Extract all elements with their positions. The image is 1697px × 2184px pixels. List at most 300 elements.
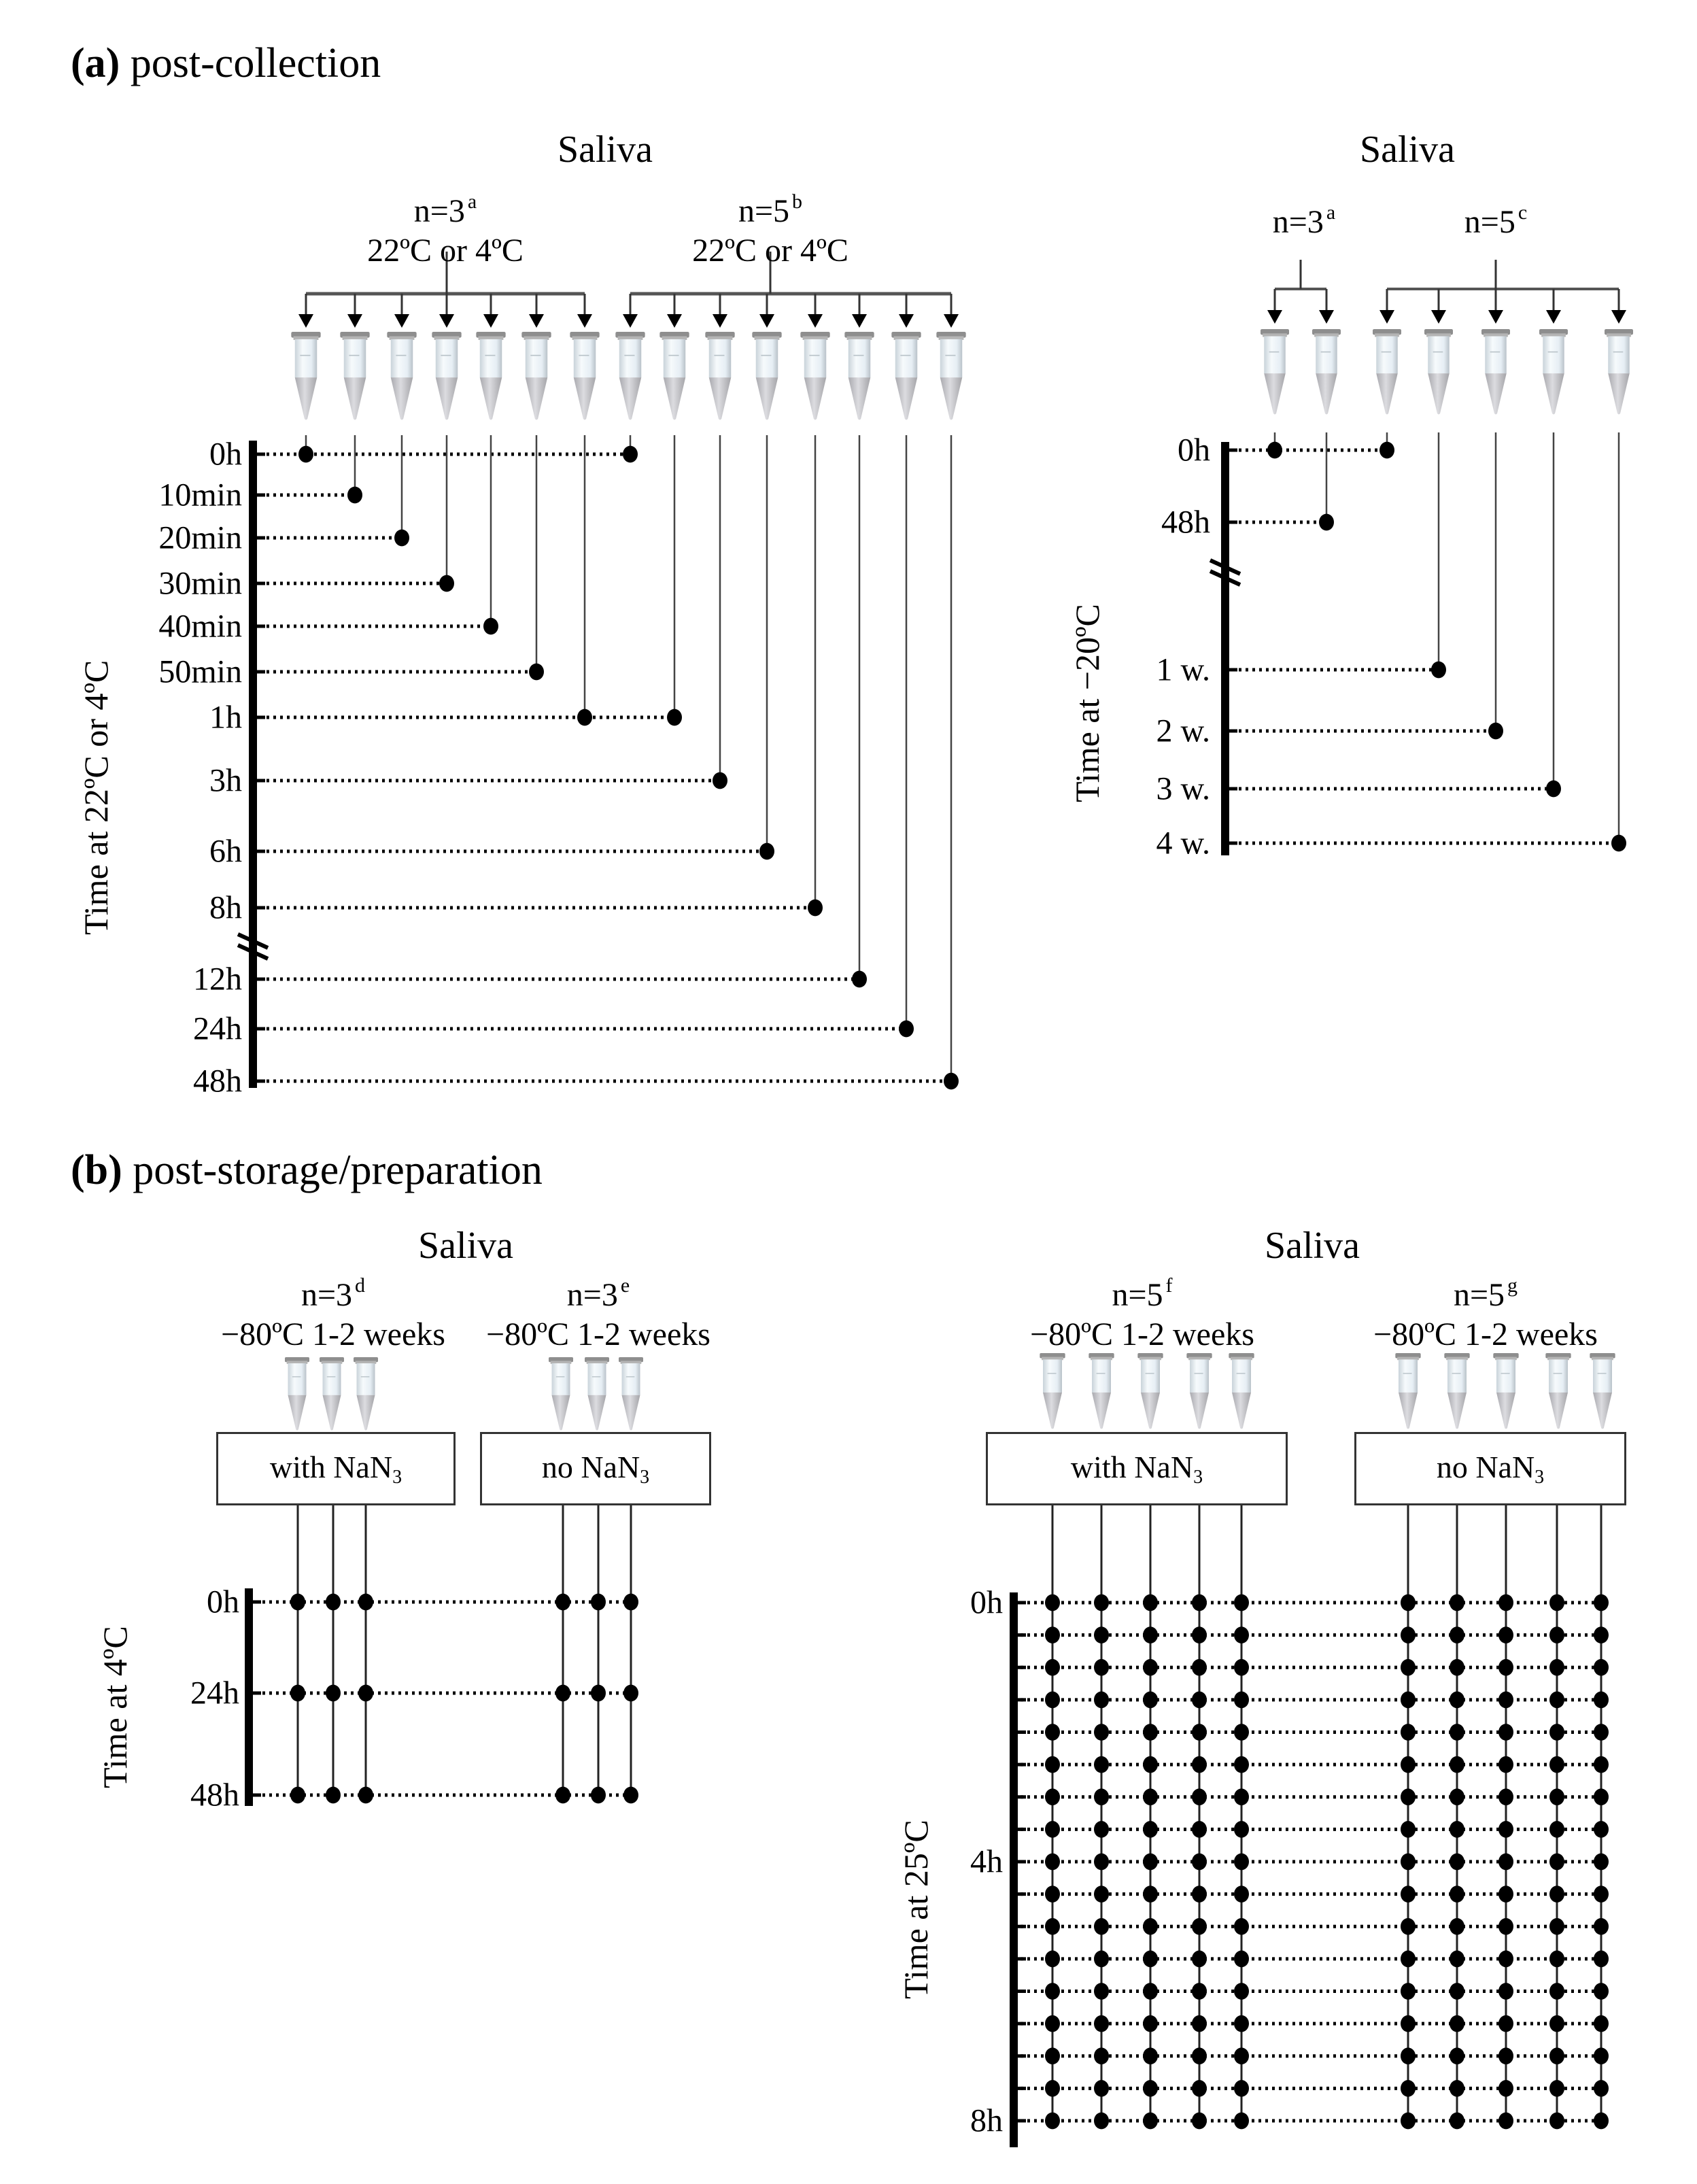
sample-dot — [1192, 2015, 1207, 2032]
sample-dot — [1549, 1951, 1564, 1968]
sample-dot — [667, 709, 682, 726]
panel-b-left-group-1-label — [221, 1266, 445, 1354]
sample-dot — [1498, 1626, 1513, 1643]
panel-b-letter: (b) — [71, 1147, 122, 1193]
sample-dot — [1450, 1821, 1464, 1838]
panel-b-left-group-2-label — [486, 1266, 710, 1354]
sample-dot — [1143, 2113, 1158, 2130]
sample-dot — [591, 1787, 606, 1804]
tick-label: 4 w. — [1156, 825, 1210, 861]
tick-label: 24h — [193, 1010, 242, 1047]
sample-dot — [1143, 2015, 1158, 2032]
tick-label: 48h — [190, 1777, 239, 1813]
sample-dot — [358, 1787, 373, 1804]
treatment-box-no-nan3 — [1354, 1432, 1626, 1505]
sample-dot — [1192, 1886, 1207, 1903]
sample-dot — [1234, 1724, 1249, 1741]
sample-dot — [1546, 781, 1561, 798]
sample-dot — [1192, 1724, 1207, 1741]
sample-dot — [591, 1594, 606, 1611]
sample-dot — [1045, 1854, 1060, 1871]
sample-dot — [290, 1594, 305, 1611]
arrow-down-icon — [667, 314, 682, 328]
sample-dot — [1401, 1886, 1416, 1903]
microtube-icon — [570, 332, 599, 420]
sample-dot — [1549, 1724, 1564, 1741]
sample-dot — [1234, 1918, 1249, 1935]
sample-dot — [1143, 1594, 1158, 1611]
tick-label: 0h — [970, 1584, 1003, 1621]
sample-dot — [1045, 2015, 1060, 2032]
tick-label: 48h — [193, 1063, 242, 1099]
panel-b-title — [71, 1146, 543, 1195]
sample-dot — [1450, 1983, 1464, 2000]
microtube-icon — [387, 332, 416, 420]
sample-dot — [1594, 1626, 1609, 1643]
subscript: 3 — [640, 1467, 650, 1488]
sample-dot — [1143, 1918, 1158, 1935]
treatment-box-no-nan3 — [480, 1432, 711, 1505]
sample-dot — [298, 446, 313, 463]
sample-dot — [1143, 1692, 1158, 1709]
arrow-down-icon — [808, 314, 823, 328]
tick-label: 0h — [209, 436, 242, 473]
treatment-text: no NaN — [1436, 1450, 1535, 1484]
panel-a-right-saliva-label: Saliva — [1360, 129, 1455, 171]
group-footnote: a — [467, 190, 477, 213]
sample-dot — [1379, 442, 1394, 459]
microtube-icon — [619, 1357, 643, 1431]
microtube-icon — [752, 332, 781, 420]
sample-dot — [1401, 2113, 1416, 2130]
sample-dot — [1045, 1918, 1060, 1935]
sample-dot — [1234, 1983, 1249, 2000]
sample-dot — [1549, 1886, 1564, 1903]
microtube-icon — [1089, 1353, 1114, 1429]
microtube-icon — [1605, 329, 1633, 414]
sample-dot — [1045, 1692, 1060, 1709]
sample-dot — [623, 1685, 638, 1702]
group-condition: 22ºC or 4ºC — [367, 233, 524, 269]
sample-dot — [1192, 1983, 1207, 2000]
microtube-icon — [1395, 1353, 1420, 1429]
sample-dot — [1450, 2047, 1464, 2064]
panel-b-left-axis-title: Time at 4ºC — [96, 1626, 134, 1788]
tick-label: 3 w. — [1156, 770, 1210, 807]
sample-dot — [1143, 1821, 1158, 1838]
sample-dot — [1143, 1626, 1158, 1643]
group-condition: −80ºC 1-2 weeks — [486, 1316, 710, 1352]
sample-dot — [439, 575, 454, 592]
group-condition: −80ºC 1-2 weeks — [221, 1316, 445, 1352]
sample-dot — [1192, 1594, 1207, 1611]
group-footnote: c — [1518, 201, 1528, 224]
microtube-icon — [891, 332, 921, 420]
arrow-down-icon — [1379, 310, 1394, 324]
sample-dot — [1192, 1821, 1207, 1838]
sample-dot — [1234, 2047, 1249, 2064]
treatment-box-label — [1437, 1449, 1544, 1488]
sample-dot — [1498, 2047, 1513, 2064]
sample-dot — [1234, 2080, 1249, 2097]
sample-dot — [555, 1685, 570, 1702]
sample-dot — [1450, 1854, 1464, 1871]
sample-dot — [1594, 1886, 1609, 1903]
panel-a-letter: (a) — [71, 40, 120, 86]
sample-dot — [1094, 1918, 1109, 1935]
sample-dot — [1594, 1788, 1609, 1805]
tick-label: 10min — [158, 477, 242, 513]
group-n: n=5 — [1453, 1277, 1505, 1313]
treatment-text: with NaN — [1070, 1450, 1194, 1484]
sample-dot — [1234, 1692, 1249, 1709]
sample-dot — [1401, 1756, 1416, 1773]
sample-dot — [1498, 1659, 1513, 1676]
subscript: 3 — [392, 1467, 402, 1488]
sample-dot — [944, 1073, 959, 1090]
tick-label: 20min — [158, 519, 242, 556]
arrow-down-icon — [298, 314, 313, 328]
arrow-down-icon — [439, 314, 454, 328]
sample-dot — [1045, 1626, 1060, 1643]
sample-dot — [1045, 2047, 1060, 2064]
sample-dot — [1192, 1951, 1207, 1968]
sample-dot — [1401, 2047, 1416, 2064]
sample-dot — [1401, 1724, 1416, 1741]
sample-dot — [1143, 2047, 1158, 2064]
microtube-icon — [1424, 329, 1453, 414]
sample-dot — [1094, 2047, 1109, 2064]
arrow-down-icon — [577, 314, 592, 328]
sample-dot — [1594, 1983, 1609, 2000]
panel-b-right-saliva-label: Saliva — [1265, 1225, 1360, 1267]
sample-dot — [1143, 1659, 1158, 1676]
sample-dot — [1045, 1886, 1060, 1903]
microtube-icon — [1539, 329, 1568, 414]
panel-a-right-axis-title: Time at −20ºC — [1068, 604, 1106, 802]
sample-dot — [1143, 1951, 1158, 1968]
arrow-down-icon — [1546, 310, 1561, 324]
sample-dot — [1594, 1692, 1609, 1709]
tick-label: 50min — [158, 653, 242, 690]
sample-dot — [1594, 1756, 1609, 1773]
sample-dot — [1450, 1756, 1464, 1773]
group-footnote: d — [355, 1274, 366, 1297]
microtube-icon — [1545, 1353, 1571, 1429]
sample-dot — [1143, 1886, 1158, 1903]
sample-dot — [555, 1787, 570, 1804]
sample-dot — [1401, 1659, 1416, 1676]
microtube-icon — [1590, 1353, 1615, 1429]
sample-dot — [1094, 1886, 1109, 1903]
group-n: n=3 — [1272, 204, 1324, 240]
sample-dot — [1498, 2113, 1513, 2130]
sample-dot — [1401, 1983, 1416, 2000]
microtube-icon — [1312, 329, 1341, 414]
arrow-down-icon — [1267, 310, 1282, 324]
sample-dot — [1549, 2015, 1564, 2032]
tick-label: 40min — [158, 608, 242, 645]
sample-dot — [1234, 1821, 1249, 1838]
sample-dot — [1498, 2015, 1513, 2032]
sample-dot — [1234, 1854, 1249, 1871]
sample-dot — [1094, 1724, 1109, 1741]
arrow-down-icon — [623, 314, 638, 328]
sample-dot — [623, 1787, 638, 1804]
sample-dot — [1234, 2113, 1249, 2130]
sample-dot — [1094, 1821, 1109, 1838]
group-n: n=5 — [1464, 204, 1515, 240]
sample-dot — [1094, 1659, 1109, 1676]
sample-dot — [1498, 1821, 1513, 1838]
treatment-box-label — [270, 1449, 402, 1488]
sample-dot — [1094, 2113, 1109, 2130]
arrow-down-icon — [899, 314, 914, 328]
microtube-icon — [476, 332, 505, 420]
sample-dot — [1498, 1788, 1513, 1805]
sample-dot — [591, 1685, 606, 1702]
panel-a-title-text: post-collection — [120, 40, 381, 86]
panel-b-right-group-1-label — [1030, 1266, 1254, 1354]
sample-dot — [1450, 1659, 1464, 1676]
microtube-icon — [1493, 1353, 1518, 1429]
microtube-icon — [1229, 1353, 1254, 1429]
sample-dot — [1045, 1659, 1060, 1676]
sample-dot — [1192, 1692, 1207, 1709]
sample-dot — [1594, 1821, 1609, 1838]
sample-dot — [759, 843, 774, 860]
sample-dot — [1549, 1659, 1564, 1676]
tick-label: 1h — [209, 699, 242, 736]
sample-dot — [1549, 1692, 1564, 1709]
sample-dot — [326, 1787, 341, 1804]
sample-dot — [1401, 1918, 1416, 1935]
sample-dot — [1045, 1756, 1060, 1773]
sample-dot — [1401, 2015, 1416, 2032]
sample-dot — [899, 1021, 914, 1038]
sample-dot — [1450, 2080, 1464, 2097]
group-n: n=5 — [1112, 1277, 1163, 1313]
panel-a-right-group-2-label — [1464, 193, 1527, 242]
microtube-icon — [1186, 1353, 1212, 1429]
sample-dot — [1192, 1626, 1207, 1643]
sample-dot — [1192, 1659, 1207, 1676]
sample-dot — [1094, 1788, 1109, 1805]
sample-dot — [290, 1787, 305, 1804]
group-n: n=5 — [738, 193, 790, 229]
arrow-down-icon — [347, 314, 362, 328]
sample-dot — [1498, 1951, 1513, 1968]
sample-dot — [1143, 1788, 1158, 1805]
sample-dot — [1498, 1983, 1513, 2000]
microtube-icon — [936, 332, 965, 420]
sample-dot — [1594, 1724, 1609, 1741]
panel-a-left-axis-title: Time at 22ºC or 4ºC — [77, 660, 115, 935]
sample-dot — [1319, 514, 1334, 531]
microtube-icon — [1137, 1353, 1163, 1429]
arrow-down-icon — [529, 314, 544, 328]
sample-dot — [1549, 1854, 1564, 1871]
sample-dot — [326, 1594, 341, 1611]
microtube-icon — [705, 332, 734, 420]
sample-dot — [1450, 1692, 1464, 1709]
sample-dot — [1094, 1951, 1109, 1968]
treatment-text: no NaN — [541, 1450, 640, 1484]
sample-dot — [1549, 1983, 1564, 2000]
sample-dot — [1094, 1594, 1109, 1611]
arrow-down-icon — [759, 314, 774, 328]
sample-dot — [358, 1594, 373, 1611]
treatment-box-label — [542, 1449, 649, 1488]
sample-dot — [555, 1594, 570, 1611]
arrow-down-icon — [1431, 310, 1446, 324]
sample-dot — [1094, 1983, 1109, 2000]
tick-label: 6h — [209, 833, 242, 870]
group-condition: −80ºC 1-2 weeks — [1030, 1316, 1254, 1352]
sample-dot — [1234, 1756, 1249, 1773]
microtube-icon — [1261, 329, 1289, 414]
group-condition: −80ºC 1-2 weeks — [1373, 1316, 1598, 1352]
microtube-icon — [285, 1357, 309, 1431]
microtube-icon — [340, 332, 369, 420]
sample-dot — [483, 618, 498, 635]
sample-dot — [1549, 1626, 1564, 1643]
panel-b-left-saliva-label: Saliva — [418, 1225, 513, 1267]
group-condition: 22ºC or 4ºC — [692, 233, 848, 269]
sample-dot — [1549, 1788, 1564, 1805]
panel-a-left-saliva-label: Saliva — [558, 129, 653, 171]
microtube-icon — [291, 332, 320, 420]
sample-dot — [347, 487, 362, 504]
panel-b-title-text: post-storage/preparation — [122, 1147, 543, 1193]
sample-dot — [1192, 2047, 1207, 2064]
sample-dot — [1192, 1756, 1207, 1773]
sample-dot — [1594, 1951, 1609, 1968]
sample-dot — [1498, 1724, 1513, 1741]
sample-dot — [290, 1685, 305, 1702]
sample-dot — [1450, 1724, 1464, 1741]
treatment-box-with-nan3 — [216, 1432, 456, 1505]
sample-dot — [1094, 1626, 1109, 1643]
sample-dot — [1498, 2080, 1513, 2097]
arrow-down-icon — [1611, 310, 1626, 324]
subscript: 3 — [1535, 1467, 1545, 1488]
sample-dot — [1611, 835, 1626, 852]
sample-dot — [1401, 2080, 1416, 2097]
panel-a-right-group-1-label — [1273, 193, 1335, 242]
group-n: n=3 — [566, 1277, 618, 1313]
arrow-down-icon — [944, 314, 959, 328]
sample-dot — [1234, 1626, 1249, 1643]
tick-label: 30min — [158, 565, 242, 602]
sample-dot — [1450, 2113, 1464, 2130]
arrow-down-icon — [1488, 310, 1503, 324]
sample-dot — [1094, 1854, 1109, 1871]
microtube-icon — [1481, 329, 1510, 414]
sample-dot — [1549, 1594, 1564, 1611]
microtube-icon — [1444, 1353, 1469, 1429]
sample-dot — [1594, 1659, 1609, 1676]
sample-dot — [1401, 1594, 1416, 1611]
sample-dot — [1450, 1626, 1464, 1643]
sample-dot — [1498, 1918, 1513, 1935]
panel-b-right-axis-title: Time at 25ºC — [897, 1820, 935, 1999]
microtube-icon — [800, 332, 829, 420]
sample-dot — [1143, 2080, 1158, 2097]
sample-dot — [1143, 1983, 1158, 2000]
tick-label: 12h — [193, 961, 242, 997]
tick-label: 2 w. — [1156, 713, 1210, 749]
sample-dot — [713, 772, 727, 789]
tick-label: 4h — [970, 1843, 1003, 1880]
arrow-down-icon — [394, 314, 409, 328]
sample-dot — [1594, 1854, 1609, 1871]
sample-dot — [1045, 1788, 1060, 1805]
sample-dot — [1498, 1692, 1513, 1709]
sample-dot — [358, 1685, 373, 1702]
sample-dot — [1401, 1626, 1416, 1643]
sample-dot — [1594, 2015, 1609, 2032]
sample-dot — [1498, 1756, 1513, 1773]
microtube-icon — [615, 332, 645, 420]
sample-dot — [1192, 2113, 1207, 2130]
panel-a-title — [71, 39, 381, 88]
sample-dot — [1234, 2015, 1249, 2032]
sample-dot — [394, 530, 409, 547]
sample-dot — [1401, 1821, 1416, 1838]
sample-dot — [1234, 1788, 1249, 1805]
sample-dot — [1045, 1983, 1060, 2000]
tick-label: 1 w. — [1156, 651, 1210, 688]
sample-dot — [326, 1685, 341, 1702]
sample-dot — [1234, 1659, 1249, 1676]
sample-dot — [1045, 1724, 1060, 1741]
microtube-icon — [844, 332, 874, 420]
sample-dot — [1045, 1951, 1060, 1968]
sample-dot — [1431, 662, 1446, 679]
sample-dot — [1594, 2080, 1609, 2097]
sample-dot — [1234, 1886, 1249, 1903]
group-n: n=3 — [301, 1277, 353, 1313]
sample-dot — [577, 709, 592, 726]
sample-dot — [1192, 1788, 1207, 1805]
tick-label: 48h — [1161, 504, 1210, 541]
sample-dot — [1549, 1756, 1564, 1773]
sample-dot — [529, 664, 544, 681]
microtube-icon — [432, 332, 461, 420]
sample-dot — [1401, 1951, 1416, 1968]
tick-label: 0h — [1178, 432, 1210, 468]
treatment-box-label — [1071, 1449, 1203, 1488]
sample-dot — [1267, 442, 1282, 459]
sample-dot — [1450, 2015, 1464, 2032]
sample-dot — [1045, 2080, 1060, 2097]
microtube-icon — [549, 1357, 573, 1431]
group-footnote: f — [1165, 1274, 1173, 1297]
microtube-icon — [521, 332, 551, 420]
sample-dot — [1594, 1594, 1609, 1611]
sample-dot — [808, 900, 823, 917]
tick-label: 24h — [190, 1675, 239, 1711]
sample-dot — [1192, 2080, 1207, 2097]
sample-dot — [1234, 1951, 1249, 1968]
panel-a-left-group-1-label — [367, 182, 524, 271]
group-footnote: a — [1326, 201, 1336, 224]
sample-dot — [1450, 1788, 1464, 1805]
sample-dot — [1594, 2113, 1609, 2130]
sample-dot — [1488, 723, 1503, 740]
sample-dot — [1450, 1951, 1464, 1968]
